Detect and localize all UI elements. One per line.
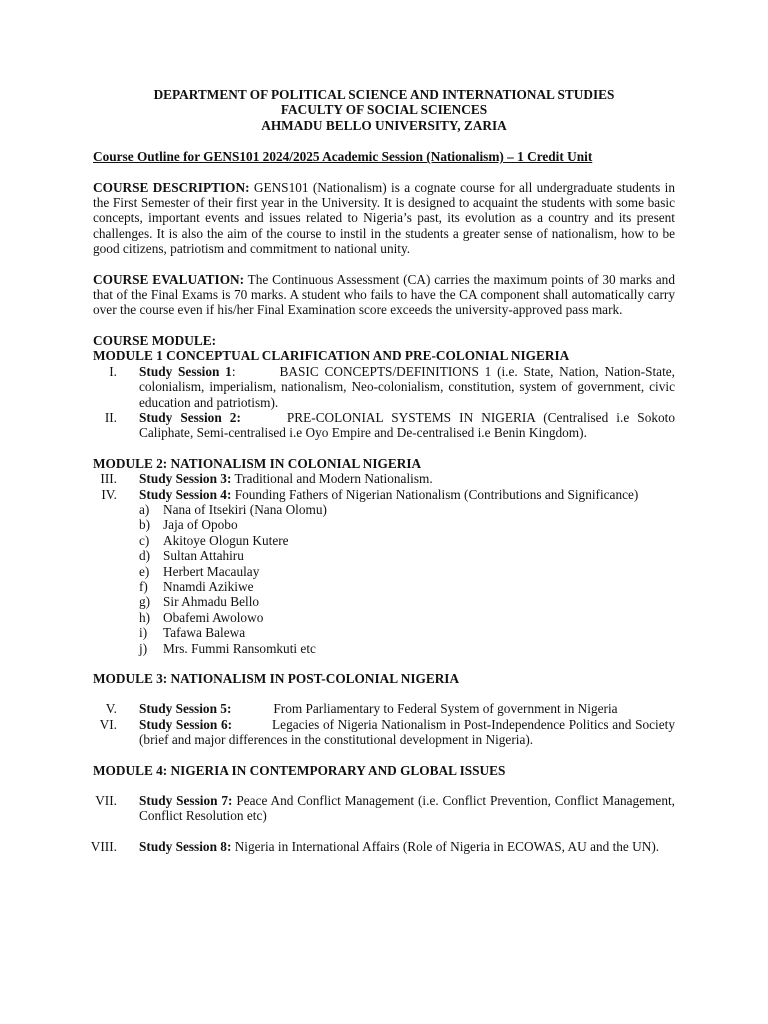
- list-item-letter: j): [139, 640, 148, 656]
- course-module-label: COURSE MODULE:: [93, 332, 217, 348]
- session-text: Founding Fathers of Nigerian Nationalism (Contributions and Significance): [234, 486, 639, 502]
- session-name: Study Session 2:: [139, 409, 241, 425]
- list-item: [93, 502, 675, 517]
- document-page: [90, 87, 675, 854]
- list-item-text: Herbert Macaulay: [163, 563, 260, 579]
- list-item-text: Akitoye Ologun Kutere: [163, 532, 289, 548]
- session-number: V.: [105, 701, 117, 717]
- list-item-text: Mrs. Fummi Ransomkuti etc: [163, 640, 316, 656]
- list-item-letter: e): [139, 563, 150, 579]
- session-text: BASIC CONCEPTS/DEFINITIONS 1 (i.e. State, Nation, Nation-State, colonialism, imperialism, nationalism, Neo-colonialism, constitution, system of government, civic education and patriotism).: [139, 363, 675, 410]
- session-number: IV.: [101, 486, 117, 502]
- study-session-7: [93, 793, 675, 824]
- list-item: [93, 517, 675, 532]
- session-number: II.: [104, 409, 117, 425]
- university-heading: AHMADU BELLO UNIVERSITY, ZARIA: [261, 117, 507, 133]
- list-item-text: Nana of Itsekiri (Nana Olomu): [163, 501, 327, 517]
- session-name: Study Session 4:: [139, 486, 232, 502]
- session-number: VI.: [99, 716, 117, 732]
- list-item: [93, 564, 675, 579]
- session-text: Peace And Conflict Management (i.e. Conflict Prevention, Conflict Management, Conflict Resolution etc): [139, 793, 675, 824]
- study-session-4: [93, 487, 675, 502]
- list-item-letter: d): [139, 548, 151, 564]
- course-description: [93, 180, 675, 257]
- study-session-2: [93, 410, 675, 441]
- list-item: [93, 548, 675, 563]
- study-session-1: [93, 364, 675, 410]
- session-number: VIII.: [90, 838, 117, 854]
- session-text: Nigeria in International Affairs (Role of Nigeria in ECOWAS, AU and the UN).: [234, 838, 660, 854]
- list-item-letter: c): [139, 532, 150, 548]
- list-item-letter: g): [139, 594, 151, 610]
- list-item-letter: b): [139, 517, 151, 533]
- session-name: Study Session 7:: [139, 793, 233, 809]
- list-item-letter: f): [139, 578, 148, 594]
- module-1-title: MODULE 1 CONCEPTUAL CLARIFICATION AND PRE-COLONIAL NIGERIA: [93, 348, 570, 364]
- session-text: From Parliamentary to Federal System of government in Nigeria: [273, 701, 618, 717]
- session-number: III.: [100, 471, 117, 487]
- session-name: Study Session 5:: [139, 701, 232, 717]
- list-item-text: Nnamdi Azikiwe: [163, 578, 254, 594]
- module-4-title: MODULE 4: NIGERIA IN CONTEMPORARY AND GLOBAL ISSUES: [93, 762, 506, 778]
- list-item: [93, 625, 675, 640]
- module-3-title: MODULE 3: NATIONALISM IN POST-COLONIAL NIGERIA: [93, 671, 460, 686]
- study-session-3: [93, 471, 675, 486]
- department-heading: DEPARTMENT OF POLITICAL SCIENCE AND INTERNATIONAL STUDIES: [153, 87, 615, 102]
- list-item-text: Sir Ahmadu Bello: [163, 594, 260, 610]
- session-name: Study Session 8:: [139, 838, 232, 854]
- faculty-heading: FACULTY OF SOCIAL SCIENCES: [280, 102, 488, 118]
- list-item-text: Tafawa Balewa: [163, 625, 246, 641]
- module-2-title: MODULE 2: NATIONALISM IN COLONIAL NIGERIA: [93, 455, 422, 471]
- study-session-5: [93, 701, 675, 716]
- session-number: VII.: [95, 793, 117, 809]
- study-session-8: [90, 838, 675, 854]
- session-name: Study Session 6:: [139, 716, 233, 732]
- course-evaluation-text: The Continuous Assessment (CA) carries the maximum points of 30 marks and that of the Final Exams is 70 marks. A student who fails to have the CA component shall automatically carry over the course even if his/her Final Examination score exceeds the university-approved pass mark.: [93, 271, 675, 318]
- session-text: Legacies of Nigeria Nationalism in Post-Independence Politics and Society (brief and major differences in the constitutional development in Nigeria).: [139, 716, 675, 748]
- list-item: [93, 610, 675, 625]
- list-item-text: Obafemi Awolowo: [163, 609, 264, 625]
- session-name: Study Session 3:: [139, 471, 232, 487]
- course-description-label: COURSE DESCRIPTION:: [93, 179, 250, 195]
- study-session-6: [93, 717, 675, 748]
- session-text: PRE-COLONIAL SYSTEMS IN NIGERIA (Centralised i.e Sokoto Caliphate, Semi-centralised i.e Oyo Empire and De-centralised i.e Benin Kingdom).: [139, 409, 675, 441]
- course-outline-title: Course Outline for GENS101 2024/2025 Academic Session (Nationalism) – 1 Credit Unit: [93, 149, 593, 165]
- list-item-letter: i): [139, 625, 148, 641]
- list-item-text: Jaja of Opobo: [163, 517, 238, 533]
- list-item: [93, 579, 675, 594]
- session-name: Study Session 1: [139, 363, 232, 379]
- list-item-letter: h): [139, 609, 151, 625]
- course-evaluation-label: COURSE EVALUATION:: [93, 271, 245, 287]
- list-item: [93, 533, 675, 548]
- session-text: Traditional and Modern Nationalism.: [234, 471, 433, 487]
- course-description-text: GENS101 (Nationalism) is a cognate course for all undergraduate students in the First Semester of their first year in the University. It is designed to acquaint the students with some basic concepts, important events and issues related to Nigeria’s past, its evolution as a country and its present challenges. It is also the aim of the course to instil in the students a greater sense of nationalism, how to be good citizens, patriotism and commitment to national unity.: [93, 179, 675, 257]
- session-number: I.: [109, 363, 117, 379]
- list-item: [93, 641, 675, 656]
- list-item-letter: a): [139, 501, 150, 517]
- list-item-text: Sultan Attahiru: [163, 548, 244, 564]
- list-item: [93, 594, 675, 609]
- course-evaluation: [93, 272, 675, 318]
- session-separator: :: [231, 363, 236, 379]
